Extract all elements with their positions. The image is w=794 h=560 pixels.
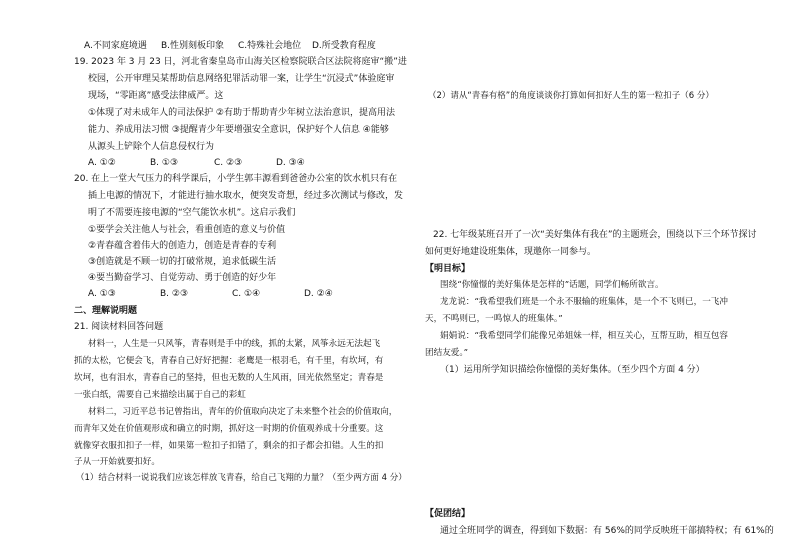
q20-option-d: D. ②④ xyxy=(304,289,333,299)
q19-statement-1: ①体现了对未成年人的司法保护 ②有助于帮助青少年树立法治意识，提高用法 xyxy=(88,108,395,118)
q21-material1-line-1: 材料一，人生是一只风筝，青春则是手中的线，抓的太紧，风筝永远无法起飞 xyxy=(88,339,381,349)
q21-title: 21. 阅读材料回答问题 xyxy=(74,322,164,332)
q20-line-3: 明了不需要连接电源的“空气能饮水机”。这启示我们 xyxy=(88,208,296,218)
q22-juanjuan-quote: 娟娟说：“我希望同学们能像兄弟姐妹一样，相互关心，互帮互助，相互包容 xyxy=(440,331,728,341)
q19-line-3: 现场，“零距离”感受法律威严。这 xyxy=(88,91,224,101)
q21-material2-line-4: 子从一开始就要扣好。 xyxy=(74,457,160,467)
q22-longlong-quote-cont: 天，不鸣则已，一鸣惊人的班集体。” xyxy=(425,314,563,324)
q22-line-2: 如何更好地建设班集体，现邀你一同参与。 xyxy=(425,247,597,257)
q19-option-c: C. ②③ xyxy=(214,158,243,168)
q22-juanjuan-quote-cont: 团结友爱。” xyxy=(425,348,469,358)
q22-intro: 围绕“你憧憬的美好集体是怎样的”话题，同学们畅所欲言。 xyxy=(440,280,664,290)
q22-sub-question-1: （1）运用所学知识描绘你憧憬的美好集体。（至少四个方面 4 分） xyxy=(440,365,705,375)
q22-survey-text: 通过全班同学的调查，得到如下数据：有 56%的同学反映班干部搞特权；有 61%的 xyxy=(440,526,774,536)
q21-material2-line-3: 就像穿衣服扣扣子一样，如果第一粒扣子扣错了，剩余的扣子都会扣错。人生的扣 xyxy=(74,441,384,451)
q22-longlong-quote: 龙龙说：“我希望我们班是一个永不服输的班集体，是一个不飞则已，一飞冲 xyxy=(440,297,728,307)
q22-line-1: 22. 七年级某班召开了一次“美好集体有我在”的主题班会，围绕以下三个环节探讨 xyxy=(433,230,757,240)
q18-option-c: C.特殊社会地位 xyxy=(238,41,302,51)
q20-line-2: 插上电源的情况下，才能进行抽水取水，便突发奇想，经过多次测试与修改，发 xyxy=(88,191,404,201)
q20-statement-4: ④要当勤奋学习、自觉劳动、勇于创造的好少年 xyxy=(88,273,277,283)
q21-material2-line-1: 材料二，习近平总书记曾指出，青年的价值取向决定了未来整个社会的价值取向， xyxy=(88,407,398,417)
q19-statement-3: 从源头上铲除个人信息侵权行为 xyxy=(88,142,215,152)
q21-sub-question-1: （1）结合材料一说说我们应该怎样放飞青春，给自己飞翔的力量？（至少两方面 4 分） xyxy=(76,473,407,483)
q19-option-d: D. ③④ xyxy=(276,158,305,168)
q19-statement-2: 能力、养成用法习惯 ③提醒青少年要增强安全意识，保护好个人信息 ④能够 xyxy=(88,125,389,135)
q20-line-1: 20. 在上一堂大气压力的科学课后，小学生郭丰源看到爸爸办公室的饮水机只有在 xyxy=(74,174,398,184)
q21-material1-line-3: 坎坷，也有泪水，青春自己的坚持，但也无数的人生风雨，回光依然坚定；青春是 xyxy=(74,373,384,383)
q18-option-a: A.不同家庭境遇 xyxy=(84,41,147,51)
q19-line-1: 19. 2023 年 3 月 23 日，河北省秦皇岛市山海关区检察院联合区法院将庭审“搬”进 xyxy=(74,57,407,67)
q22-heading-goal: 【明目标】 xyxy=(425,264,471,274)
section-heading: 二、理解说明题 xyxy=(74,306,138,316)
q21-sub-question-2: （2）请从“青春有格”的角度谈谈你打算如何扣好人生的第一粒扣子（6 分） xyxy=(428,91,714,101)
q21-material1-line-4: 一张白纸，需要自己来描绘出属于自己的彩虹 xyxy=(74,390,246,400)
q19-option-b: B. ①③ xyxy=(150,158,179,168)
q20-statement-2: ②青春蕴含着伟大的创造力，创造是青春的专利 xyxy=(88,241,277,251)
q18-option-b: B.性别刻板印象 xyxy=(161,41,225,51)
q20-statement-3: ③创造就是不顾一切的打破常规，追求低碳生活 xyxy=(88,257,277,267)
q19-option-a: A. ①② xyxy=(88,158,116,168)
q20-option-b: B. ②③ xyxy=(160,289,189,299)
q20-statement-1: ①要学会关注他人与社会，看重创造的意义与价值 xyxy=(88,225,286,235)
q19-line-2: 校园，公开审理吴某帮助信息网络犯罪活动罪一案，让学生“沉浸式”体验庭审 xyxy=(88,74,395,84)
q21-material2-line-2: 而青年又处在价值观形成和确立的时期，抓好这一时期的价值观养成十分重要。这 xyxy=(74,424,384,434)
q21-material1-line-2: 抓的太松，它便会飞，青春自己好好把握：老鹰是一根羽毛，有千里，有坎坷，有 xyxy=(74,356,384,366)
q18-option-d: D.所受教育程度 xyxy=(312,41,376,51)
q20-option-a: A. ①③ xyxy=(88,289,116,299)
q22-heading-unity: 【促团结】 xyxy=(425,509,471,519)
q20-option-c: C. ①④ xyxy=(232,289,261,299)
